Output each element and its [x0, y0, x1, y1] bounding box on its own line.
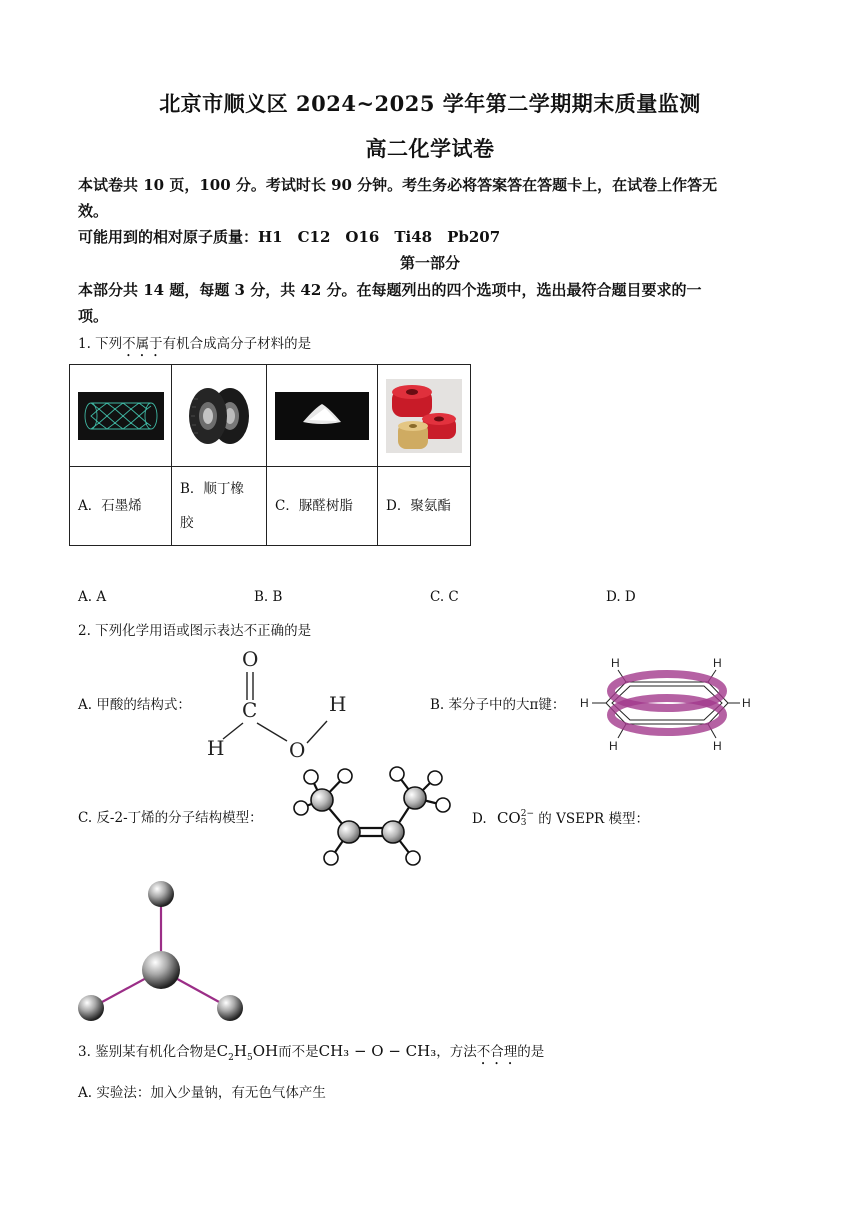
page-title: 北京市顺义区 2024~2025 学年第二学期期末质量监测: [159, 91, 701, 116]
q3-option-a[interactable]: A. 实验法：加入少量钠，有无色气体产生: [78, 1085, 326, 1101]
co3-subscript: 3: [520, 818, 527, 828]
q2-option-b[interactable]: B. 苯分子中的大π键：: [430, 697, 566, 713]
atom-o-top: O: [242, 647, 259, 671]
q1-option-cell-d: D．聚氨酯: [378, 467, 471, 546]
f1-oh: OH: [252, 1042, 279, 1060]
page-subtitle: 高二化学试卷: [365, 136, 495, 161]
q1-choice-d[interactable]: D. D: [606, 589, 636, 605]
carbon-nanotube-image: [78, 392, 164, 440]
atom-h-left: H: [207, 736, 225, 760]
part-desc-line1: 本部分共 14 题，每题 3 分，共 42 分。在每题列出的四个选项中，选出最符合题目要求的一: [78, 281, 702, 299]
q1-image-cell-c: [267, 365, 378, 467]
benzene-h-5: H: [609, 739, 618, 753]
atom-o-right: O: [289, 738, 306, 762]
benzene-h-6: H: [713, 739, 722, 753]
q1-stem-emph: 不属于: [122, 336, 163, 352]
co3-base: CO: [496, 809, 521, 827]
atom-c: C: [242, 698, 258, 722]
q1-option-cell-a: A．石墨烯: [70, 467, 172, 546]
benzene-h-2: H: [713, 656, 722, 670]
q1-choice-c[interactable]: C. C: [430, 589, 459, 605]
f1-sub5: 5: [246, 1053, 253, 1063]
q3-stem-emph: 不合理: [476, 1044, 518, 1060]
q1-stem-suffix: 有机合成高分子材料的是: [162, 336, 312, 352]
q3-stem-mid: 而不是: [278, 1044, 319, 1060]
benzene-h-4: H: [742, 696, 751, 710]
ethanol-formula: [216, 1042, 279, 1063]
q2-option-a[interactable]: A. 甲酸的结构式：: [78, 697, 191, 713]
q1-stem-prefix: 1. 下列: [78, 336, 123, 352]
q2-option-d-prefix: D.: [472, 811, 487, 827]
q2-option-d-suffix: 的 VSEPR 模型：: [538, 811, 649, 827]
q1-image-cell-b: [172, 365, 267, 467]
formic-acid-structure: [195, 645, 355, 765]
q1-stem: [78, 334, 311, 360]
part-title: 第一部分: [399, 254, 460, 272]
q1-image-cell-a: [70, 365, 172, 467]
part-desc-line2: 项。: [78, 307, 109, 325]
f1-h: H: [233, 1042, 247, 1060]
co3-formula: [497, 809, 534, 827]
benzene-pi-bond-model: [578, 650, 756, 758]
instructions-line2: 效。: [78, 202, 109, 220]
q1-choice-b[interactable]: B. B: [254, 589, 283, 605]
q3-stem-suffix: 的是: [517, 1044, 545, 1060]
tires-image: [186, 385, 252, 447]
trans-2-butene-model: [283, 762, 463, 872]
instructions-line1: 本试卷共 10 页，100 分。考试时长 90 分钟。考生务必将答案答在答题卡上，在试卷上作答无: [78, 176, 718, 194]
f1-sub2: 2: [228, 1053, 234, 1063]
q1-option-b-line2: 胶: [180, 515, 194, 531]
q1-table: [69, 364, 471, 546]
benzene-h-1: H: [611, 656, 620, 670]
benzene-h-3: H: [580, 696, 589, 710]
co3-vsepr-model: [72, 874, 250, 1028]
dimethyl-ether-formula: CH₃ − O − CH₃: [318, 1042, 437, 1060]
q3-stem: [78, 1041, 544, 1068]
q1-option-cell-b: [172, 467, 267, 546]
atom-h-right: H: [329, 692, 347, 716]
q3-stem-prefix: 3. 鉴别某有机化合物是: [78, 1044, 217, 1060]
q2-option-d[interactable]: [472, 808, 649, 829]
q1-choice-a[interactable]: A. A: [78, 589, 107, 605]
foam-rollers-image: [386, 379, 462, 453]
q2-option-c[interactable]: C. 反-2-丁烯的分子结构模型：: [78, 810, 263, 826]
f1-c: C: [216, 1042, 229, 1060]
q1-image-cell-d: [378, 365, 471, 467]
q1-option-cell-c: C．脲醛树脂: [267, 467, 378, 546]
q2-stem: 2. 下列化学用语或图示表达不正确的是: [78, 623, 312, 639]
atomic-masses: 可能用到的相对原子质量：H1 C12 O16 Ti48 Pb207: [78, 228, 501, 246]
white-powder-image: [275, 392, 369, 440]
co3-charge: 2−: [520, 809, 534, 819]
q3-stem-comma: ，方法: [436, 1044, 477, 1060]
q1-option-b-line1: B．顺丁橡: [180, 481, 244, 497]
